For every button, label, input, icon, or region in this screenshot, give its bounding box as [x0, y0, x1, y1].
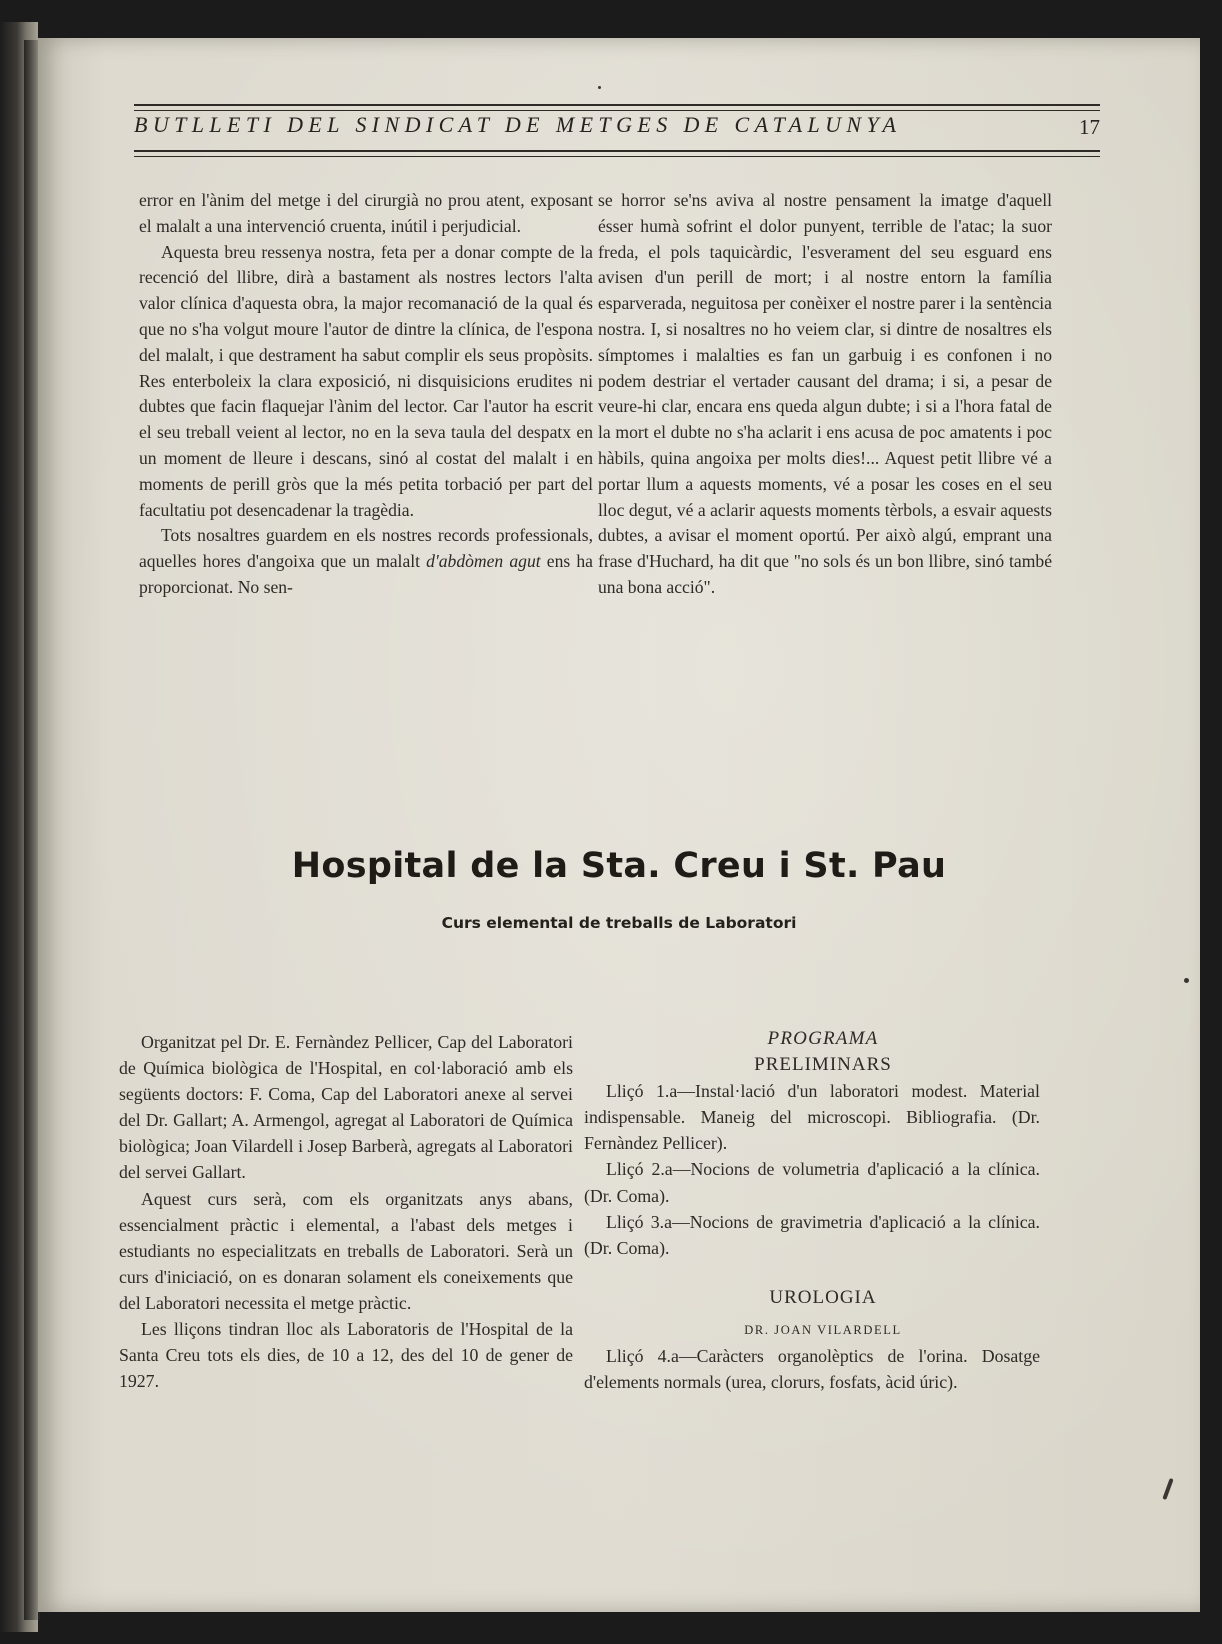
- document-page: [38, 38, 1200, 1612]
- course-program-column: [584, 1026, 1040, 1395]
- header-rule-bottom-thin: [134, 156, 1100, 157]
- page-number: 17: [1079, 115, 1100, 139]
- article-top-right-column: [598, 188, 1052, 601]
- running-title: BUTLLETI DEL SINDICAT DE METGES DE CATALUNYA: [134, 112, 902, 137]
- paper-speck: [1184, 978, 1189, 983]
- paragraph-text: Tots nosaltres guardem en els nostres records professionals, aquelles hores d'angoixa que un malalt: [139, 525, 593, 572]
- paragraph: Les lliçons tindran lloc als Laboratoris de l'Hospital de la Santa Creu tots els dies, de 10 a 12, des del 10 de gener de 1927.: [119, 1319, 573, 1392]
- italic-term: d'abdòmen agut: [426, 551, 541, 572]
- paragraph: Aquesta breu ressenya nostra, feta per a donar compte de la recenció del llibre, dirà a bastament als nostres lectors l'alta valor clínica d'aquesta obra, la major recomanació de la qual és que no s'ha volgut moure l'autor de dintre la clínica, de l'espona del malalt, i que destrament ha sabut complir els seus propòsits. Res enterboleix la clara exposició, ni disquisicions erudites ni dubtes que facin flaquejar l'ànim del lector. Car l'autor ha escrit el seu treball veient al lector, no en la seva taula del despatx en un moment de lleure i descans, sinó al costat del malalt i en moments de perill gròs que la més petita torbació per part del facultatiu pot desencadenar la tragèdia.: [139, 241, 593, 520]
- section-subtitle: Curs elemental de treballs de Laboratori: [441, 914, 797, 932]
- section-title: Hospital de la Sta. Creu i St. Pau: [291, 846, 947, 886]
- lesson-item: Lliçó 2.a—Nocions de volumetria d'aplicació a la clínica. (Dr. Coma).: [584, 1159, 1040, 1206]
- lesson-item: Lliçó 4.a—Caràcters organolèptics de l'orina. Dosatge d'elements normals (urea, clorurs, fosfats, àcid úric).: [584, 1346, 1040, 1393]
- article-top-left-column: [139, 188, 593, 601]
- paragraph: se horror se'ns aviva al nostre pensament la imatge d'aquell ésser humà sofrint el dolor punyent, terrible de l'atac; la suor freda, el pols taquicàrdic, l'esverament del seu esguard ens avisen d'un perill de mort; i al nostre entorn la família esparverada, neguitosa per conèixer el nostre parer i la sentència nostra. I, si nosaltres no ho veiem clar, si dintre de nosaltres els símptomes i malalties es fan un garbuig i es confonen i no podem destriar el vertader causant del drama; i si, a pesar de veure-hi clar, encara ens queda algun dubte; i si a l'hora fatal de la mort el dubte no s'ha aclarit i ens acusa de poc amatents i poc hàbils, quina angoixa per molts dies!... Aquest petit llibre vé a portar llum a aquests moments, vé a posar les coses en el seu lloc degut, vé a aclarir aquests moments tèrbols, a esvair aquests dubtes, a avisar el moment oportú. Per això algú, emprant una frase d'Huchard, ha dit que "no sols és un bon llibre, sinó també una bona acció".: [598, 190, 1052, 597]
- program-heading: PROGRAMA: [767, 1028, 879, 1049]
- running-header: [134, 98, 1100, 138]
- urologia-heading: UROLOGIA: [769, 1286, 877, 1308]
- urologia-author: DR. JOAN VILARDELL: [744, 1322, 902, 1337]
- paragraph: Organitzat pel Dr. E. Fernàndez Pellicer, Cap del Laboratori de Química biològica de l'Hospital, en col·laboració amb els següents doctors: F. Coma, Cap del Laboratori anexe al servei del Dr. Gallart; A. Armengol, agregat al Laboratori de Química biològica; Joan Vilardell i Josep Barberà, agregats al Laboratori del servei Gallart.: [119, 1032, 573, 1183]
- header-rule-bottom: [134, 150, 1100, 152]
- paper-speck: [598, 86, 601, 89]
- paragraph: Aquest curs serà, com els organitzats anys abans, essencialment pràctic i elemental, a l'abast dels metges i estudiants no especialitzats en treballs de Laboratori. Serà un curs d'iniciació, on es donaran solament els coneixements que del Laboratori necessita el metge pràctic.: [119, 1188, 573, 1313]
- course-left-column: [119, 1029, 573, 1394]
- lesson-item: Lliçó 3.a—Nocions de gravimetria d'aplicació a la clínica. (Dr. Coma).: [584, 1211, 1040, 1258]
- paragraph-tail: ens ha proporcionat. No sen-: [139, 551, 593, 597]
- paragraph: [139, 523, 593, 600]
- lesson-item: Lliçó 1.a—Instal·lació d'un laboratori modest. Material indispensable. Maneig del microscopi. Bibliografia. (Dr. Fernàndez Pellicer).: [584, 1081, 1040, 1154]
- preliminars-heading: PRELIMINARS: [754, 1054, 892, 1076]
- paragraph: error en l'ànim del metge i del cirurgià no prou atent, exposant el malalt a una intervenció cruenta, inútil i perjudicial.: [139, 190, 593, 236]
- paper-speck: [1162, 1478, 1173, 1500]
